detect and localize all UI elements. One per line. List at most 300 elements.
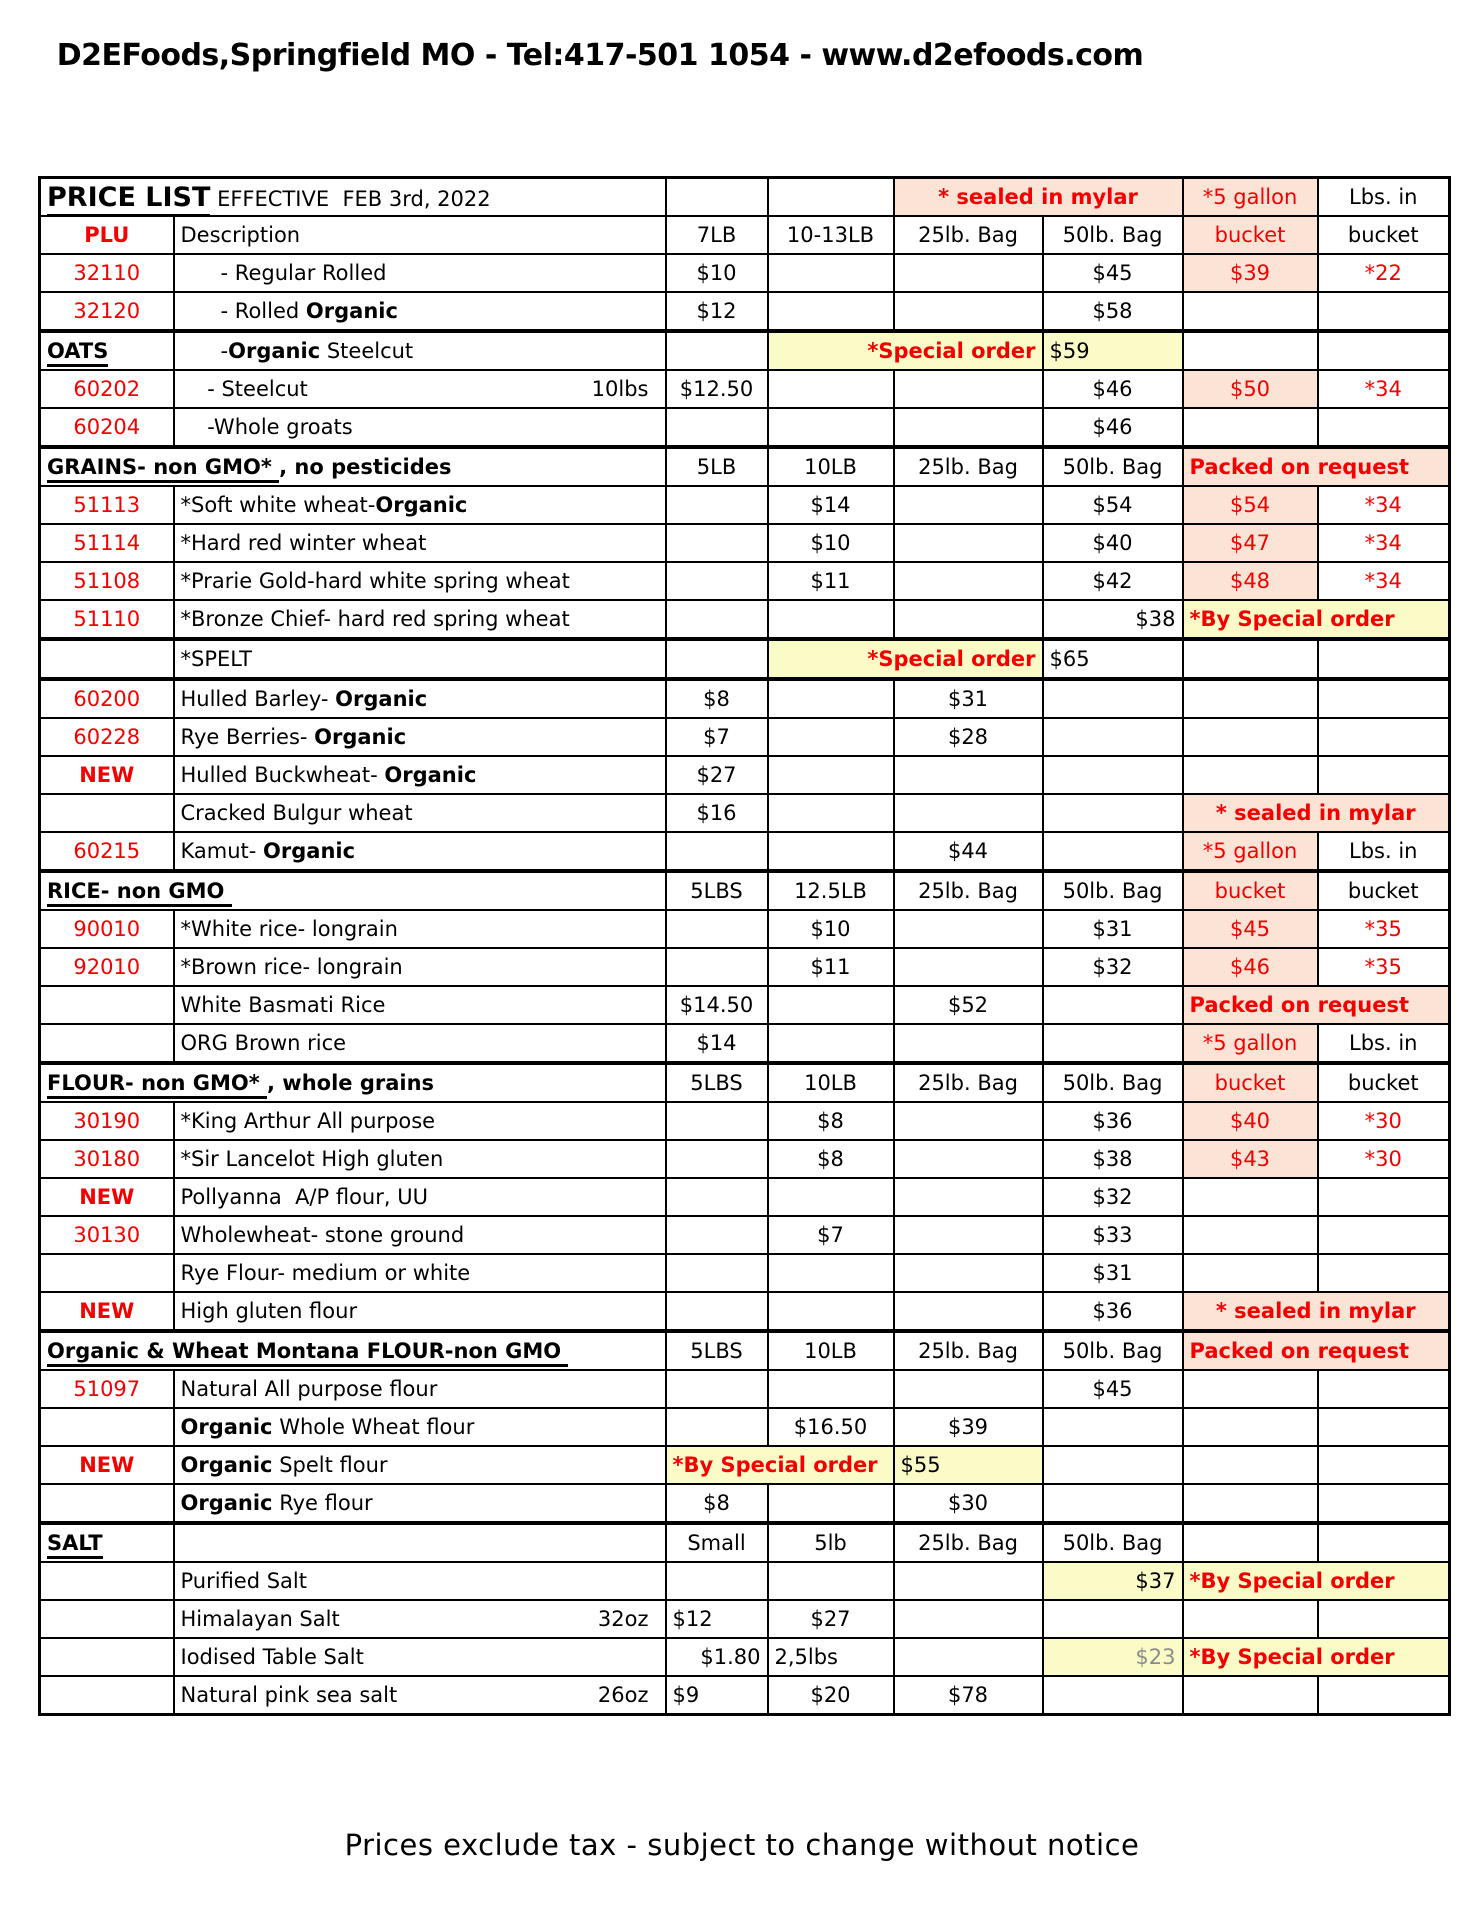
cell-text: $46 (1092, 377, 1133, 401)
row-steelcut (40, 370, 1450, 408)
cell-text: 60204 (73, 415, 141, 439)
plu-cell (40, 254, 174, 292)
cell-text: 50lb. Bag (1062, 455, 1163, 479)
empty-cell (666, 1216, 768, 1254)
cell-text: $37 (1135, 1569, 1176, 1593)
plu-cell (40, 1446, 174, 1484)
plu-cell (40, 871, 666, 910)
text-segment: Organic (314, 725, 407, 749)
col-10-13lb-cell (768, 562, 894, 600)
description-cell (174, 679, 666, 718)
text-segment: FLOUR- non GMO* (47, 1071, 267, 1099)
text-segment: Hulled Barley- (180, 687, 336, 711)
text-segment: Organic (305, 299, 398, 323)
col-5gallon-bucket-cell (1183, 1024, 1318, 1063)
cell-text: $10 (810, 531, 851, 555)
cell-text: $8 (817, 1147, 844, 1171)
empty-cell (1183, 679, 1318, 718)
row-org-brown-rice (40, 1024, 1450, 1063)
empty-cell (1043, 832, 1183, 871)
text-segment: Steelcut (320, 339, 414, 363)
empty-cell (768, 1178, 894, 1216)
empty-cell (894, 1178, 1043, 1216)
empty-cell (1318, 1484, 1450, 1523)
col-50lb-bag-cell (1043, 1178, 1183, 1216)
description-cell (174, 216, 666, 254)
cell-text: $8 (703, 687, 730, 711)
empty-cell (1043, 718, 1183, 756)
col-25lb-bag-cell (894, 832, 1043, 871)
empty-cell (1183, 292, 1318, 331)
text-segment: Spelt flour (272, 1453, 388, 1477)
empty-cell (768, 254, 894, 292)
plu-cell (40, 948, 174, 986)
col-50lb-bag-cell (1043, 331, 1183, 370)
cell-text: 60228 (73, 725, 141, 749)
cell-text: PLU (84, 223, 130, 247)
cell-text: 51108 (73, 569, 141, 593)
cell-text: $12 (696, 299, 737, 323)
col-7lb-cell (666, 1063, 768, 1102)
empty-cell (768, 178, 894, 217)
cell-text: $48 (1229, 569, 1271, 593)
col-7lb-cell (666, 794, 768, 832)
text-segment: Kamut- (180, 839, 264, 863)
description-cell (174, 1562, 666, 1600)
row-rolled-organic (40, 292, 1450, 331)
col-5gallon-bucket-cell (1183, 1638, 1450, 1676)
description-cell (174, 794, 666, 832)
plu-cell (40, 562, 174, 600)
plu-cell (40, 1102, 174, 1140)
row-organic-whole-wheat (40, 1408, 1450, 1446)
cell-text: *White rice- longrain (180, 917, 398, 941)
col-lbs-in-bucket-cell (1318, 1024, 1450, 1063)
col-10-13lb-cell (768, 910, 894, 948)
col-50lb-bag-cell (1043, 447, 1183, 486)
empty-cell (1183, 331, 1318, 370)
col-5gallon-bucket-cell (1183, 986, 1450, 1024)
col-50lb-bag-cell (1043, 600, 1183, 639)
empty-cell (1318, 1600, 1450, 1638)
cell-text: $16.50 (793, 1415, 868, 1439)
page-title: D2EFoods,Springfield MO - Tel:417-501 1054 - www.d2efoods.com (56, 38, 1144, 73)
cell-text: Lbs. in (1349, 1031, 1418, 1055)
cell-text: *Special order (867, 647, 1036, 671)
col-lbs-in-bucket-cell (1318, 910, 1450, 948)
col-10-13lb-cell (768, 1063, 894, 1102)
description-cell (174, 292, 666, 331)
col-10-13lb-cell (768, 1408, 894, 1446)
footer-disclaimer: Prices exclude tax - subject to change without notice (344, 1828, 1140, 1862)
empty-cell (666, 486, 768, 524)
cell-text: * sealed in mylar (1215, 1299, 1416, 1323)
cell-text: 25lb. Bag (918, 1531, 1018, 1555)
cell-text: $32 (1092, 1185, 1133, 1209)
empty-cell (1318, 408, 1450, 447)
cell-text: 5LBS (690, 879, 743, 903)
empty-cell (40, 1600, 174, 1638)
row-pollyanna (40, 1178, 1450, 1216)
size-note: 26oz (597, 1683, 649, 1707)
empty-cell (1318, 1254, 1450, 1292)
cell-text: *Hard red winter wheat (180, 531, 427, 555)
col-50lb-bag-cell (1043, 1140, 1183, 1178)
empty-cell (768, 986, 894, 1024)
col-lbs-in-bucket-cell (1318, 524, 1450, 562)
cell-text: $47 (1229, 531, 1271, 555)
empty-cell (1183, 1370, 1318, 1408)
row-column-headers (40, 216, 1450, 254)
col-10-13lb-cell (768, 1140, 894, 1178)
cell-text: $32 (1092, 955, 1133, 979)
text-segment: , no pesticides (279, 455, 452, 479)
plu-cell (40, 679, 174, 718)
description-cell (174, 1102, 666, 1140)
text-segment: Organic (375, 493, 468, 517)
cell-text: *Prarie Gold-hard white spring wheat (180, 569, 570, 593)
text-segment: Whole Wheat flour (272, 1415, 475, 1439)
empty-cell (1043, 1024, 1183, 1063)
cell-text: bucket (1347, 1071, 1419, 1095)
col-50lb-bag-cell (1043, 524, 1183, 562)
cell-text: 51110 (73, 607, 141, 631)
text-segment: Hulled Buckwheat- (180, 763, 385, 787)
empty-cell (1043, 756, 1183, 794)
col-50lb-bag-cell (1043, 1254, 1183, 1292)
col-25lb-bag-cell (894, 1408, 1043, 1446)
bucket-header-top (1183, 178, 1318, 217)
cell-text: $43 (1229, 1147, 1271, 1171)
empty-cell (1318, 1676, 1450, 1715)
cell-text: Rye Flour- medium or white (180, 1261, 471, 1285)
empty-cell (666, 639, 768, 679)
description-cell (174, 986, 666, 1024)
cell-text: *King Arthur All purpose (180, 1109, 436, 1133)
empty-cell (894, 1292, 1043, 1331)
sealed-in-mylar-note (894, 178, 1183, 217)
col-10-13lb-cell (768, 1102, 894, 1140)
col-lbs-in-bucket-cell (1318, 948, 1450, 986)
cell-text: 10LB (804, 1339, 857, 1363)
col-50lb-bag-cell (1043, 1562, 1183, 1600)
empty-cell (666, 832, 768, 871)
empty-cell (894, 1254, 1043, 1292)
cell-text: $36 (1092, 1109, 1133, 1133)
description-cell (174, 1178, 666, 1216)
cell-text: $45 (1092, 1377, 1133, 1401)
row-hulled-barley (40, 679, 1450, 718)
col-50lb-bag-cell (1043, 562, 1183, 600)
cell-text: *Bronze Chief- hard red spring wheat (180, 607, 570, 631)
empty-cell (1318, 1216, 1450, 1254)
col-7lb-cell (666, 1676, 768, 1715)
cell-text: NEW (79, 763, 135, 787)
text-segment: Organic (384, 763, 477, 787)
empty-cell (666, 1408, 768, 1446)
cell-text: NEW (79, 1299, 135, 1323)
cell-text: Natural pink sea salt (180, 1683, 398, 1707)
empty-cell (768, 292, 894, 331)
col-5gallon-bucket-cell (1183, 486, 1318, 524)
plu-cell (40, 832, 174, 871)
description-cell (174, 948, 666, 986)
plu-cell (40, 1331, 666, 1370)
row-wholewheat (40, 1216, 1450, 1254)
cell-text: 60202 (73, 377, 141, 401)
cell-text: Packed on request (1189, 455, 1409, 479)
empty-cell (40, 1676, 174, 1715)
empty-cell (1318, 331, 1450, 370)
cell-text: bucket (1214, 1071, 1286, 1095)
row-cracked-bulgur (40, 794, 1450, 832)
row-purified-salt (40, 1562, 1450, 1600)
empty-cell (40, 986, 174, 1024)
cell-text: $11 (810, 569, 851, 593)
cell-text: bucket (1347, 879, 1419, 903)
description-cell (174, 331, 666, 370)
description-cell (174, 370, 666, 408)
empty-cell (894, 1600, 1043, 1638)
empty-cell (894, 254, 1043, 292)
col-7lb-cell (666, 447, 768, 486)
empty-cell (1183, 408, 1318, 447)
cell-text: $16 (696, 801, 737, 825)
text-segment: Organic (180, 1453, 273, 1477)
cell-text: Pollyanna A/P flour, UU (180, 1185, 428, 1209)
text-segment: PRICE LIST (47, 182, 210, 217)
col-10-13lb-cell (768, 1523, 894, 1562)
empty-cell (768, 1370, 894, 1408)
plu-cell (40, 1063, 666, 1102)
cell-text: $9 (672, 1683, 700, 1707)
col-10-13lb-cell (768, 216, 894, 254)
cell-text: 10-13LB (786, 223, 875, 247)
col-25lb-bag-cell (894, 871, 1043, 910)
cell-text: 60215 (73, 839, 141, 863)
empty-cell (1318, 292, 1450, 331)
empty-cell (1183, 1408, 1318, 1446)
cell-text: White Basmati Rice (180, 993, 386, 1017)
empty-cell (894, 524, 1043, 562)
cell-text: $46 (1229, 955, 1271, 979)
description-cell (174, 600, 666, 639)
cell-text: $27 (810, 1607, 851, 1631)
cell-text: * sealed in mylar (1215, 801, 1416, 825)
cell-text: $7 (817, 1223, 844, 1247)
empty-cell (40, 1254, 174, 1292)
empty-cell (894, 1216, 1043, 1254)
empty-cell (666, 1292, 768, 1331)
empty-cell (40, 1638, 174, 1676)
cell-text: 50lb. Bag (1062, 1531, 1163, 1555)
cell-text: 10LB (804, 455, 857, 479)
cell-text: $54 (1229, 493, 1271, 517)
cell-text: 25lb. Bag (918, 879, 1018, 903)
empty-cell (1318, 756, 1450, 794)
col-10-13lb-cell (768, 486, 894, 524)
plu-cell (40, 910, 174, 948)
cell-text: 30180 (73, 1147, 141, 1171)
cell-text: Himalayan Salt (180, 1607, 340, 1631)
cell-text: $54 (1092, 493, 1133, 517)
col-5gallon-bucket-cell (1183, 794, 1450, 832)
cell-text: $45 (1229, 917, 1271, 941)
col-7lb-cell (666, 1600, 768, 1638)
cell-text: * sealed in mylar (938, 185, 1138, 209)
row-iodised-salt (40, 1638, 1450, 1676)
description-cell (174, 1676, 666, 1715)
row-high-gluten (40, 1292, 1450, 1331)
empty-cell (768, 718, 894, 756)
plu-cell (40, 756, 174, 794)
cell-text: Iodised Table Salt (180, 1645, 364, 1669)
cell-text: $40 (1229, 1109, 1271, 1133)
col-7lb-cell (666, 1331, 768, 1370)
empty-cell (174, 1523, 666, 1562)
cell-text: $14 (696, 1031, 737, 1055)
col-50lb-bag-cell (1043, 871, 1183, 910)
text-segment: Organic (180, 1491, 273, 1515)
cell-text: *By Special order (1189, 1645, 1395, 1669)
empty-cell (666, 600, 768, 639)
empty-cell (1318, 1408, 1450, 1446)
row-flour-header (40, 1063, 1450, 1102)
col-50lb-bag-cell (1043, 639, 1183, 679)
cell-text: Packed on request (1189, 993, 1409, 1017)
empty-cell (768, 370, 894, 408)
text-segment: Organic (263, 839, 356, 863)
empty-cell (894, 948, 1043, 986)
empty-cell (1318, 639, 1450, 679)
cell-text: $31 (947, 687, 989, 711)
cell-text: *By Special order (672, 1453, 878, 1477)
col-50lb-bag-cell (1043, 1370, 1183, 1408)
col-5gallon-bucket-cell (1183, 948, 1318, 986)
empty-cell (1043, 1484, 1183, 1523)
col-lbs-in-bucket-cell (1318, 871, 1450, 910)
cell-text: *5 gallon (1202, 1031, 1298, 1055)
cell-text: $55 (900, 1453, 941, 1477)
row-pink-sea-salt (40, 1676, 1450, 1715)
col-50lb-bag-cell (1043, 1523, 1183, 1562)
text-segment: RICE- non GMO (47, 879, 232, 907)
description-cell (174, 1446, 666, 1484)
row-rye-flour (40, 1254, 1450, 1292)
col-50lb-bag-cell (1043, 1292, 1183, 1331)
empty-cell (40, 639, 174, 679)
text-segment: EFFECTIVE FEB 3rd, 2022 (210, 186, 491, 211)
empty-cell (1183, 1178, 1318, 1216)
text-segment: Rye Berries- (180, 725, 315, 749)
empty-cell (894, 292, 1043, 331)
cell-text: 92010 (73, 955, 141, 979)
col-7lb-cell (666, 1638, 768, 1676)
size-note: 32oz (597, 1607, 649, 1631)
col-50lb-bag-cell (1043, 1063, 1183, 1102)
cell-text: Cracked Bulgur wheat (180, 801, 413, 825)
description-cell (174, 1600, 666, 1638)
cell-text: 51113 (73, 493, 141, 517)
empty-cell (1043, 986, 1183, 1024)
text-segment: Rye flour (272, 1491, 373, 1515)
cell-text: *5 gallon (1202, 839, 1298, 863)
description-cell (174, 1370, 666, 1408)
cell-text: $14 (810, 493, 851, 517)
row-salt-header (40, 1523, 1450, 1562)
cell-text: $30 (947, 1491, 989, 1515)
text-segment: OATS (47, 339, 108, 367)
cell-text: -Whole groats (180, 415, 353, 439)
col-10-13lb-cell (768, 1638, 894, 1676)
col-50lb-bag-cell (1043, 948, 1183, 986)
cell-text: NEW (79, 1185, 135, 1209)
cell-text: 30130 (73, 1223, 141, 1247)
cell-text: Packed on request (1189, 1339, 1409, 1363)
col-lbs-in-bucket-cell (1318, 832, 1450, 871)
row-hard-red-winter-wheat (40, 524, 1450, 562)
cell-text: $7 (703, 725, 730, 749)
cell-text: $23 (1135, 1645, 1176, 1669)
row-title (40, 178, 1450, 217)
col-7lb-cell (666, 679, 768, 718)
col-25lb-bag-cell (894, 986, 1043, 1024)
empty-cell (894, 562, 1043, 600)
cell-text: Small (687, 1531, 746, 1555)
description-cell (174, 1484, 666, 1523)
row-prarie-gold (40, 562, 1450, 600)
empty-cell (666, 1102, 768, 1140)
cell-text: $44 (947, 839, 989, 863)
row-soft-white-wheat (40, 486, 1450, 524)
row-king-arthur (40, 1102, 1450, 1140)
col-50lb-bag-cell (1043, 486, 1183, 524)
empty-cell (768, 600, 894, 639)
cell-text: $39 (1229, 261, 1271, 285)
cell-text: $59 (1049, 339, 1090, 363)
cell-text: $11 (810, 955, 851, 979)
empty-cell (894, 794, 1043, 832)
col-5gallon-bucket-cell (1183, 832, 1318, 871)
plu-cell (40, 600, 174, 639)
description-cell (174, 562, 666, 600)
cell-text: - Steelcut (180, 377, 308, 401)
col-5gallon-bucket-cell (1183, 600, 1450, 639)
cell-text: $45 (1092, 261, 1133, 285)
empty-cell (894, 1638, 1043, 1676)
cell-text: *34 (1364, 569, 1402, 593)
cell-text: *Brown rice- longrain (180, 955, 403, 979)
col-7lb-cell (666, 254, 768, 292)
cell-text: 25lb. Bag (918, 223, 1018, 247)
col-50lb-bag-cell (1043, 216, 1183, 254)
cell-text: $20 (810, 1683, 851, 1707)
empty-cell (666, 524, 768, 562)
empty-cell (1043, 1676, 1183, 1715)
col-5gallon-bucket-cell (1183, 216, 1318, 254)
col-7lb-cell (666, 756, 768, 794)
col-10-13lb-cell (768, 871, 894, 910)
cell-text: *Special order (867, 339, 1036, 363)
empty-cell (894, 1370, 1043, 1408)
col-50lb-bag-cell (1043, 1216, 1183, 1254)
description-cell (174, 1140, 666, 1178)
empty-cell (768, 1292, 894, 1331)
cell-text: ORG Brown rice (180, 1031, 347, 1055)
plu-cell (40, 1178, 174, 1216)
col-10-13lb-cell (768, 1216, 894, 1254)
cell-text: $8 (817, 1109, 844, 1133)
